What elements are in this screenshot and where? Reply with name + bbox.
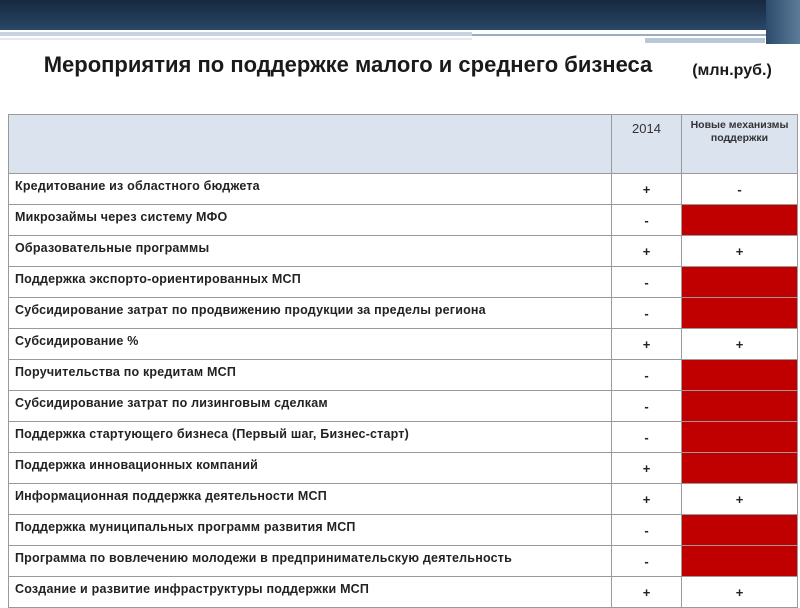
table-row [9,236,798,267]
row-2014-value: + [612,174,682,205]
decor-lines [0,30,800,44]
row-2014-value: + [612,329,682,360]
header-measure [9,115,612,174]
table-row [9,453,798,484]
row-2014-value: + [612,484,682,515]
table-row [9,205,798,236]
row-new-mechanism-highlight [682,267,798,298]
row-2014-value: - [612,391,682,422]
row-2014-value: + [612,577,682,608]
row-2014-value: - [612,205,682,236]
table-row [9,329,798,360]
decor-line [472,34,766,36]
table-row [9,422,798,453]
row-new-mechanism-highlight [682,515,798,546]
decor-line [0,38,472,40]
row-label: Создание и развитие инфраструктуры поддержки МСП [9,577,612,608]
page-title: Мероприятия по поддержке малого и среднего бизнеса [43,52,653,77]
top-decor-band [0,0,800,30]
table-row [9,546,798,577]
row-2014-value: - [612,298,682,329]
row-label: Программа по вовлечению молодежи в предпринимательскую деятельность [9,546,612,577]
row-new-mechanism-value: - [682,174,798,205]
table-row [9,484,798,515]
decor-line [645,38,765,43]
table-row [9,360,798,391]
row-2014-value: - [612,267,682,298]
row-2014-value: - [612,546,682,577]
row-label: Поддержка стартующего бизнеса (Первый шаг, Бизнес-старт) [9,422,612,453]
row-label: Поддержка муниципальных программ развития МСП [9,515,612,546]
row-label: Поддержка инновационных компаний [9,453,612,484]
row-label: Кредитование из областного бюджета [9,174,612,205]
row-new-mechanism-highlight [682,360,798,391]
row-label: Субсидирование затрат по лизинговым сделкам [9,391,612,422]
row-2014-value: + [612,236,682,267]
header-year-2014: 2014 [612,115,682,174]
row-label: Поддержка экспорто-ориентированных МСП [9,267,612,298]
row-new-mechanism-value: + [682,329,798,360]
row-2014-value: + [612,453,682,484]
row-label: Поручительства по кредитам МСП [9,360,612,391]
row-new-mechanism-highlight [682,298,798,329]
row-label: Информационная поддержка деятельности МСП [9,484,612,515]
table-row [9,267,798,298]
row-new-mechanism-highlight [682,453,798,484]
row-new-mechanism-value: + [682,577,798,608]
decor-line [0,32,472,36]
row-new-mechanism-highlight [682,422,798,453]
row-2014-value: - [612,360,682,391]
table-body [9,174,798,608]
row-label: Образовательные программы [9,236,612,267]
table-row [9,515,798,546]
row-2014-value: - [612,422,682,453]
row-2014-value: - [612,515,682,546]
table-row [9,577,798,608]
row-new-mechanism-highlight [682,391,798,422]
header-new-mechanisms: Новые механизмы поддержки [682,115,798,174]
row-label: Субсидирование затрат по продвижению продукции за пределы региона [9,298,612,329]
row-label: Субсидирование % [9,329,612,360]
row-label: Микрозаймы через систему МФО [9,205,612,236]
table-row [9,174,798,205]
table-row [9,391,798,422]
row-new-mechanism-value: + [682,484,798,515]
row-new-mechanism-value: + [682,236,798,267]
table-row [9,298,798,329]
row-new-mechanism-highlight [682,205,798,236]
unit-label: (млн.руб.) [692,62,772,79]
row-new-mechanism-highlight [682,546,798,577]
support-measures-table [8,114,798,608]
table-header-row [9,115,798,174]
